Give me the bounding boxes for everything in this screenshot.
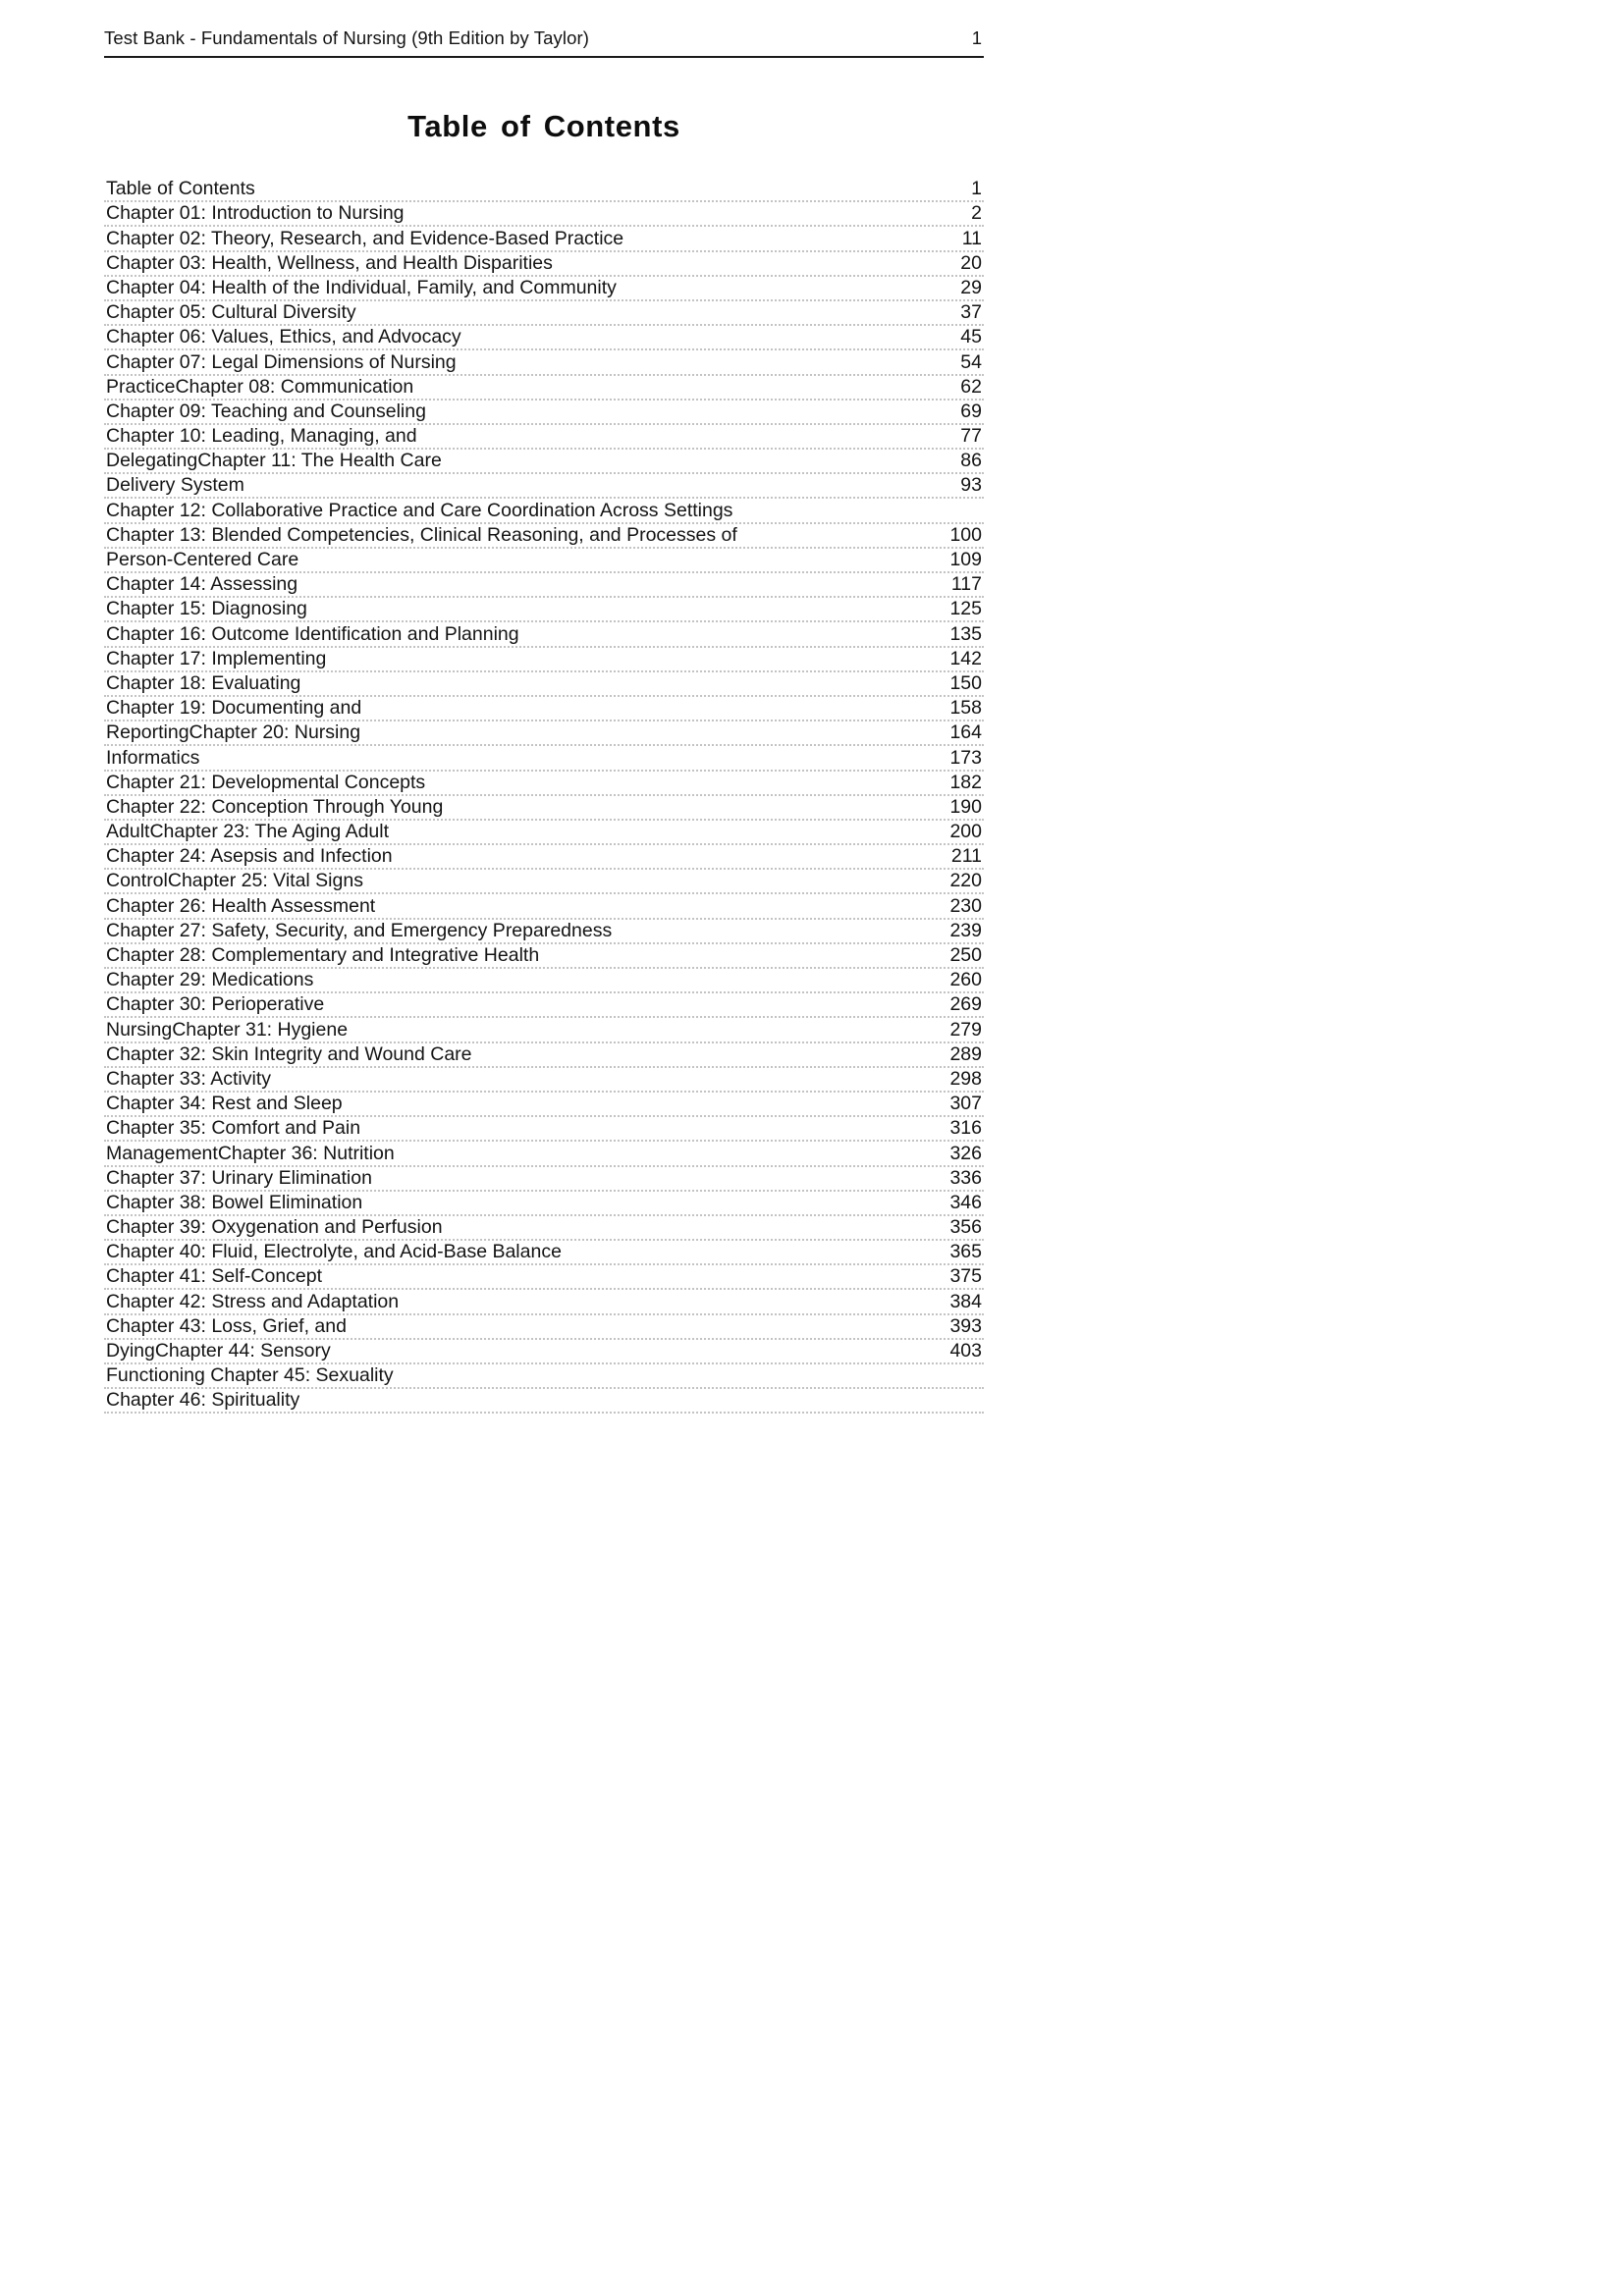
toc-entry-row <box>104 450 984 474</box>
toc-entry-label: DelegatingChapter 11: The Health Care <box>106 450 442 472</box>
toc-entry-row <box>104 350 984 375</box>
toc-entry-label: Chapter 30: Perioperative <box>106 993 325 1016</box>
toc-entry-label: Chapter 10: Leading, Managing, and <box>106 425 417 448</box>
toc-entry-label: Chapter 41: Self-Concept <box>106 1265 323 1288</box>
toc-entry-page: 298 <box>949 1067 982 1090</box>
toc-entry-label: Chapter 32: Skin Integrity and Wound Care <box>106 1042 472 1065</box>
toc-entry-page: 20 <box>960 251 982 274</box>
toc-entry-row <box>104 549 984 573</box>
toc-entry-row <box>104 1340 984 1364</box>
toc-entry-page: 109 <box>949 549 982 570</box>
toc-entry-row <box>104 622 984 647</box>
toc-entry-row <box>104 772 984 796</box>
toc-entry-label: Chapter 17: Implementing <box>106 647 327 669</box>
toc-entry-label: Person-Centered Care <box>106 549 299 570</box>
toc-entry-label: ControlChapter 25: Vital Signs <box>106 870 363 892</box>
toc-entry-label: PracticeChapter 08: Communication <box>106 375 414 398</box>
toc-entry-row <box>104 499 984 523</box>
toc-entry-row <box>104 1315 984 1340</box>
toc-entry-page: 346 <box>949 1191 982 1213</box>
toc-entry-page: 316 <box>949 1117 982 1140</box>
toc-entry-label: Chapter 15: Diagnosing <box>106 598 307 620</box>
toc-entry-row <box>104 301 984 326</box>
toc-entry-page: 1 <box>971 178 982 200</box>
toc-entry-label: Chapter 43: Loss, Grief, and <box>106 1314 347 1337</box>
toc-entry-label: Chapter 05: Cultural Diversity <box>106 301 356 324</box>
toc-entry-row <box>104 1290 984 1314</box>
toc-entry-page: 29 <box>960 276 982 298</box>
toc-entry-page: 37 <box>960 301 982 324</box>
toc-entry-label: Chapter 26: Health Assessment <box>106 894 376 917</box>
toc-entry-row <box>104 326 984 350</box>
toc-entry-row <box>104 376 984 400</box>
toc-entry-row <box>104 845 984 870</box>
toc-entry-row <box>104 400 984 425</box>
toc-entry-label: Chapter 29: Medications <box>106 969 314 991</box>
toc-entry-page: 307 <box>949 1093 982 1115</box>
toc-entry-page: 230 <box>949 894 982 917</box>
toc-entry-label: Chapter 42: Stress and Adaptation <box>106 1290 400 1312</box>
toc-entry-label: Chapter 37: Urinary Elimination <box>106 1166 372 1189</box>
toc-entry-row <box>104 1068 984 1093</box>
toc-entry-label: Chapter 16: Outcome Identification and Planning <box>106 622 519 645</box>
toc-entry-page: 239 <box>949 919 982 941</box>
toc-entry-row <box>104 672 984 697</box>
toc-entry-row <box>104 1216 984 1241</box>
toc-entry-page: 86 <box>960 450 982 472</box>
toc-entry-label: Delivery System <box>106 474 244 497</box>
toc-entry-label: Chapter 18: Evaluating <box>106 671 301 694</box>
toc-entry-row <box>104 178 984 202</box>
toc-entry-page: 45 <box>960 326 982 348</box>
toc-entry-page: 403 <box>949 1340 982 1362</box>
toc-entry-label: Chapter 13: Blended Competencies, Clinical Reasoning, and Processes of <box>106 523 737 546</box>
toc-entry-label: Chapter 39: Oxygenation and Perfusion <box>106 1216 443 1239</box>
toc-entry-page: 142 <box>949 647 982 669</box>
toc-entry-label: Chapter 27: Safety, Security, and Emergency Preparedness <box>106 919 613 941</box>
toc-entry-row <box>104 1117 984 1142</box>
toc-entry-page: 117 <box>950 573 982 596</box>
toc-entry-row <box>104 746 984 771</box>
toc-entry-page: 250 <box>949 944 982 966</box>
toc-entry-page: 260 <box>949 969 982 991</box>
toc-entry-label: Chapter 14: Assessing <box>106 573 298 596</box>
toc-entry-page: 375 <box>949 1265 982 1288</box>
toc-entry-page: 11 <box>961 227 982 249</box>
toc-entry-label: Chapter 03: Health, Wellness, and Health Disparities <box>106 251 553 274</box>
page-title: Table of Contents <box>407 109 680 143</box>
toc-entry-page: 173 <box>949 746 982 769</box>
toc-entry-page: 125 <box>949 598 982 620</box>
toc-entry-row <box>104 993 984 1018</box>
toc-entry-row <box>104 944 984 969</box>
toc-entry-row <box>104 697 984 721</box>
toc-entry-label: AdultChapter 23: The Aging Adult <box>106 821 390 843</box>
toc-entry-row <box>104 1093 984 1117</box>
toc-entry-page: 93 <box>960 474 982 497</box>
toc-entry-row <box>104 870 984 894</box>
toc-entry-label: ManagementChapter 36: Nutrition <box>106 1142 395 1164</box>
toc-entry-page: 69 <box>960 400 982 422</box>
toc-entry-row <box>104 1043 984 1068</box>
toc-entry-page: 190 <box>949 795 982 818</box>
toc-entry-row <box>104 821 984 845</box>
toc-entry-label: Chapter 21: Developmental Concepts <box>106 771 426 793</box>
toc-entry-page: 384 <box>949 1290 982 1312</box>
toc-entry-label: Chapter 07: Legal Dimensions of Nursing <box>106 350 457 373</box>
toc-entry-page: 356 <box>949 1216 982 1239</box>
toc-entry-page: 365 <box>949 1241 982 1263</box>
toc-entry-page: 135 <box>949 622 982 645</box>
toc-entry-page: 279 <box>949 1018 982 1041</box>
toc-entry-row <box>104 1192 984 1216</box>
toc-entry-label: Chapter 04: Health of the Individual, Family, and Community <box>106 276 617 298</box>
toc-entry-label: Chapter 01: Introduction to Nursing <box>106 202 405 225</box>
toc-entry-page: 289 <box>949 1042 982 1065</box>
page-content <box>104 27 984 1414</box>
toc-entry-label: Chapter 22: Conception Through Young <box>106 795 444 818</box>
toc-entry-label: ReportingChapter 20: Nursing <box>106 721 361 744</box>
toc-entry-row <box>104 1265 984 1290</box>
toc-entry-page: 211 <box>950 845 982 868</box>
toc-entry-row <box>104 648 984 672</box>
toc-entry-row <box>104 1389 984 1414</box>
toc-entry-page: 77 <box>960 425 982 448</box>
toc-entry-row <box>104 202 984 227</box>
toc-entry-row <box>104 277 984 301</box>
page-header <box>104 27 984 58</box>
toc-entry-page: 150 <box>949 671 982 694</box>
toc-entry-row <box>104 920 984 944</box>
toc-entry-page: 326 <box>949 1142 982 1164</box>
toc-entry-row <box>104 227 984 251</box>
toc-entry-label: Chapter 34: Rest and Sleep <box>106 1093 343 1115</box>
toc-entry-label: Chapter 33: Activity <box>106 1067 271 1090</box>
toc-entry-page: 164 <box>949 721 982 744</box>
toc-entry-row <box>104 1167 984 1192</box>
toc-entry-label: Chapter 35: Comfort and Pain <box>106 1117 361 1140</box>
toc-entry-row <box>104 1018 984 1042</box>
toc-entry-label: Chapter 46: Spirituality <box>106 1389 300 1412</box>
toc-entry-row <box>104 1241 984 1265</box>
toc-entry-page: 336 <box>949 1166 982 1189</box>
toc-entry-label: Chapter 06: Values, Ethics, and Advocacy <box>106 326 461 348</box>
toc-entry-page: 62 <box>960 375 982 398</box>
toc-entry-label: Chapter 28: Complementary and Integrative Health <box>106 944 540 966</box>
toc-entry-page: 2 <box>971 202 982 225</box>
toc-entry-page: 269 <box>949 993 982 1016</box>
toc-entry-label: Chapter 40: Fluid, Electrolyte, and Acid-Base Balance <box>106 1241 562 1263</box>
toc-entry-label: Chapter 02: Theory, Research, and Evidence-Based Practice <box>106 227 624 249</box>
toc-entry-row <box>104 894 984 919</box>
toc-entry-row <box>104 796 984 821</box>
toc-entry-page: 100 <box>949 523 982 546</box>
toc-entry-label: Chapter 12: Collaborative Practice and Care Coordination Across Settings <box>106 499 733 521</box>
toc-entry-page: 220 <box>949 870 982 892</box>
toc-entry-row <box>104 721 984 746</box>
toc-entry-label: Chapter 24: Asepsis and Infection <box>106 845 393 868</box>
toc-entry-row <box>104 598 984 622</box>
toc-entry-label: NursingChapter 31: Hygiene <box>106 1018 349 1041</box>
toc-list <box>104 178 984 1414</box>
toc-entry-page: 158 <box>949 697 982 720</box>
toc-entry-row <box>104 474 984 499</box>
toc-entry-row <box>104 573 984 598</box>
toc-entry-row <box>104 1364 984 1389</box>
toc-entry-page: 182 <box>949 771 982 793</box>
toc-entry-page: 200 <box>949 821 982 843</box>
toc-entry-label: Table of Contents <box>106 178 255 200</box>
toc-entry-label: Informatics <box>106 746 200 769</box>
toc-entry-row <box>104 252 984 277</box>
toc-entry-row <box>104 425 984 450</box>
running-header-page-number: 1 <box>971 27 982 48</box>
toc-entry-label: DyingChapter 44: Sensory <box>106 1340 331 1362</box>
toc-entry-row <box>104 969 984 993</box>
toc-entry-label: Chapter 09: Teaching and Counseling <box>106 400 426 422</box>
running-header-title: Test Bank - Fundamentals of Nursing (9th Edition by Taylor) <box>104 27 589 48</box>
toc-entry-row <box>104 524 984 549</box>
toc-entry-page: 393 <box>949 1314 982 1337</box>
toc-entry-page: 54 <box>960 350 982 373</box>
toc-entry-label: Chapter 38: Bowel Elimination <box>106 1191 363 1213</box>
toc-entry-label: Chapter 19: Documenting and <box>106 697 362 720</box>
toc-entry-label: Functioning Chapter 45: Sexuality <box>106 1364 394 1387</box>
toc-entry-row <box>104 1142 984 1166</box>
